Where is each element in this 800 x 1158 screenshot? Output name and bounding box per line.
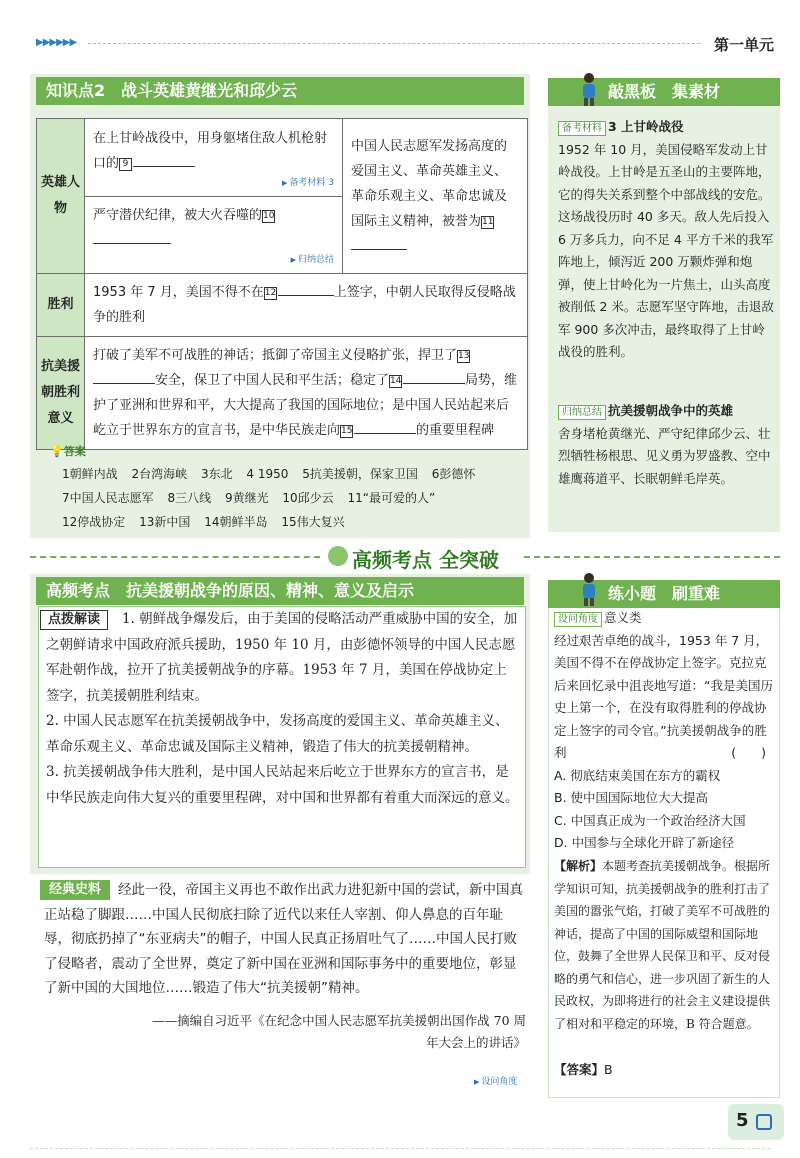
answer-paren[interactable]: ( ) <box>731 745 766 760</box>
classic-label: 经典史料 <box>40 880 110 900</box>
unit-title: 第一单元 <box>713 36 774 54</box>
question-type: 意义类 <box>604 610 642 625</box>
page-header <box>0 28 800 64</box>
question-stem: 经过艰苦卓绝的战斗，1953 年 7 月，美国不得不在停战协定上签字。克拉克后来回忆录中沮丧地写道：“我是美国历史上第一个，在没有取得胜利的停战协定上签字的司令官。”抗美援朝战争的胜利 <box>554 632 773 760</box>
material-subtitle: 3 上甘岭战役 <box>608 119 684 134</box>
header-divider <box>88 43 700 44</box>
answer-key: B <box>604 1062 613 1077</box>
analysis-label: 点拨解读 <box>40 610 108 630</box>
victory-cell <box>85 274 528 337</box>
classic-source: ——摘编自习近平《在纪念中国人民志愿军抗美援朝出国作战 70 周年大会上的讲话》 <box>152 1013 526 1050</box>
header-arrows-decoration: ▶▶▶▶▶▶ <box>36 37 77 48</box>
analysis-paragraph: 1. 朝鲜战争爆发后，由于美国的侵略活动严重威胁中国的安全，加之朝鲜请求中国政府派兵援助，1950 年 10 月，由彭德怀领导的中国人民志愿军赴朝作战，拉开了抗美援朝战争的序幕。1953 年 7 月，美国在停战协定上签字，抗美援朝胜利结束。 <box>46 611 518 704</box>
blank-number: 12 <box>264 288 277 298</box>
blank-number: 9 <box>119 158 132 171</box>
answer-item: 6彭德怀 <box>431 467 476 481</box>
meaning-text: 打破了美军不可战胜的神话；抵御了帝国主义侵略扩张，捍卫了 <box>93 348 458 363</box>
explanation-label: 【解析】 <box>554 859 603 873</box>
summary-block <box>558 400 774 490</box>
book-icon <box>328 546 348 566</box>
footer-divider <box>30 1148 770 1149</box>
analysis-paragraph: 3. 抗美援朝战争伟大胜利，是中国人民站起来后屹立于世界东方的宣言书，是中华民族走向伟大复兴的重要里程碑，对中国和世界都有着重大而深远的意义。 <box>46 764 519 806</box>
page-number: 5 <box>736 1110 749 1131</box>
answer-key-label: 【答案】 <box>554 1062 605 1077</box>
answer-item: 14朝鲜半岛 <box>204 515 268 529</box>
answer-item: 4 1950 <box>246 467 289 481</box>
fill-blank[interactable] <box>403 369 465 384</box>
option-b[interactable]: B. 使中国国际地位大大提高 <box>554 790 709 805</box>
tag-badge: 备考材料 <box>558 121 606 136</box>
answer-item: 1朝鲜内战 <box>62 467 118 481</box>
hero-right-text: 中国人民志愿军发扬高度的爱国主义、革命英雄主义、革命乐观主义、革命忠诚及国际主义精神，被誉为 <box>351 138 508 229</box>
fill-blank[interactable] <box>133 152 195 167</box>
exam-point-title: 高频考点 抗美援朝战争的原因、精神、意义及启示 <box>36 577 524 605</box>
page-number-badge <box>728 1104 784 1140</box>
explanation <box>554 855 776 1035</box>
side-panel-title: 敲黑板 集素材 <box>548 78 780 106</box>
meaning-text-2: 安全，保卫了中国人民和平生活；稳定了 <box>155 373 390 388</box>
student-icon <box>578 72 600 106</box>
answer-item: 5抗美援朝，保家卫国 <box>302 467 418 481</box>
classic-text: 经此一役，帝国主义再也不敢作出武力进犯新中国的尝试，新中国真正站稳了脚跟……中国人民彻底扫除了近代以来任人宰割、仰人鼻息的百年耻辱，彻底扔掉了“东亚病夫”的帽子，中国人民真正扬眉吐气了……中国人民打败了侵略者，震动了全世界，奠定了新中国在亚洲和国际事务中的重要地位，彰显了新中国的大国地位……锻造了伟大“抗美援朝”精神。 <box>44 882 523 996</box>
calendar-icon <box>756 1114 772 1130</box>
banner-title: 高频考点 全突破 <box>352 548 499 572</box>
answer-item: 10邱少云 <box>282 491 334 505</box>
summary-text: 舍身堵枪黄继光、严守纪律邱少云、壮烈牺牲杨根思、见义勇为罗盛教、空中雄鹰蒋道平、长眠朝鲜毛岸英。 <box>558 425 771 486</box>
blank-number: 13 <box>458 351 470 361</box>
answer-item: 2台湾海峡 <box>131 467 188 481</box>
fill-blank[interactable] <box>354 419 416 434</box>
knowledge-title: 知识点2 战斗英雄黄继光和邱少云 <box>36 77 524 105</box>
answer-item: 7中国人民志愿军 <box>62 491 154 505</box>
blank-number: 15 <box>341 426 353 436</box>
hint-link[interactable]: ▶ 备考材料 3 <box>93 176 334 190</box>
blank-number: 11 <box>482 216 494 227</box>
banner-line-left <box>30 556 320 558</box>
lightbulb-icon: 💡 <box>50 445 64 458</box>
option-c[interactable]: C. 中国真正成为一个政治经济大国 <box>554 812 746 828</box>
practice-title: 练小题 刷重难 <box>548 580 780 608</box>
fill-blank[interactable] <box>278 281 334 296</box>
knowledge-table <box>36 118 528 450</box>
material-text: 1952 年 10 月，美国侵略军发动上甘岭战役。上甘岭是五圣山的主要阵地，它的得失关系到整个中部战线的安危。这场战役历时 40 多天。敌人先后投入 6 万多兵力，向不足 4 平方千米的我军阵地上，倾泻近 200 万颗炸弹和炮弹，使上甘岭化为一片焦土，山头高度被削低 2 米。志愿军坚守阵地，击退敌军 900 多次冲击，最终取得了上甘岭战役的胜利。 <box>558 141 774 359</box>
blank-number: 14 <box>390 376 402 386</box>
answer-label: 💡答案 <box>50 445 86 458</box>
hero-b-text: 严守潜伏纪律，被大火吞噬的 <box>93 208 263 223</box>
fill-blank[interactable] <box>93 369 155 384</box>
answer-item: 9黄继光 <box>224 491 269 505</box>
hero-a-cell <box>85 119 343 197</box>
answer-item: 8三八线 <box>167 491 212 505</box>
practice-question <box>554 607 776 855</box>
answer-item: 12停战协定 <box>62 515 126 529</box>
banner-line-right <box>524 556 780 558</box>
row-head-victory: 胜利 <box>37 274 85 337</box>
blank-number: 10 <box>263 211 275 221</box>
tag-badge: 设问角度 <box>554 612 602 627</box>
hero-a-text: 在上甘岭战役中，用身躯堵住敌人机枪射口的 <box>93 130 328 171</box>
hero-right-cell <box>343 119 528 274</box>
student-icon <box>578 572 600 606</box>
answer-item: 3东北 <box>200 467 233 481</box>
question-angle-link[interactable]: ▶ 设问角度 <box>474 1074 517 1087</box>
hint-link[interactable]: ▶ 归纳总结 <box>93 253 334 267</box>
answer-line <box>554 1060 613 1078</box>
meaning-text-3: 局势，维护了亚洲和世界和平，大大提高了我国的国际地位；是中国人民站起来后屹立于世界东方的宣言书，是中华民族走向 <box>93 373 518 438</box>
tag-badge: 归纳总结 <box>558 405 606 420</box>
meaning-text-4: 的重要里程碑 <box>416 423 495 438</box>
fill-blank[interactable] <box>351 235 407 250</box>
victory-text-2: 上签字，中朝人民取得反侵略战争的胜利 <box>93 285 516 325</box>
analysis-text <box>46 607 520 811</box>
answer-item: 13新中国 <box>139 515 191 529</box>
analysis-paragraph: 2. 中国人民志愿军在抗美援朝战争中，发扬高度的爱国主义、革命英雄主义、革命乐观主义、革命忠诚及国际主义精神，锻造了伟大的抗美援朝精神。 <box>46 713 509 755</box>
option-d[interactable]: D. 中国参与全球化开辟了新途径 <box>554 835 735 850</box>
material-block <box>558 116 774 364</box>
option-a[interactable]: A. 彻底结束美国在东方的霸权 <box>554 767 721 783</box>
fill-blank[interactable] <box>93 229 171 244</box>
victory-text: 1953 年 7 月，美国不得不在 <box>93 285 264 300</box>
explanation-text: 本题考查抗美援朝战争。根据所学知识可知，抗美援朝战争的胜利打击了美国的嚣张气焰，打破了美军不可战胜的神话，提高了中国的国际威望和国际地位，鼓舞了全世界人民保卫和平、反对侵略的勇气和信心，进一步巩固了新生的人民政权，为即将进行的社会主义建设提供了相对和平稳定的环境，B 符合题意。 <box>554 859 771 1031</box>
hero-b-cell <box>85 197 343 274</box>
answer-item: 11“最可爱的人” <box>347 491 436 505</box>
answer-list <box>62 462 522 534</box>
row-head-heroes: 英雄人物 <box>37 119 85 274</box>
summary-subtitle: 抗美援朝战争中的英雄 <box>608 403 734 418</box>
answer-item: 15伟大复兴 <box>281 515 345 529</box>
section-banner <box>30 546 780 572</box>
row-head-meaning: 抗美援朝胜利意义 <box>37 337 85 450</box>
meaning-cell <box>85 337 528 450</box>
